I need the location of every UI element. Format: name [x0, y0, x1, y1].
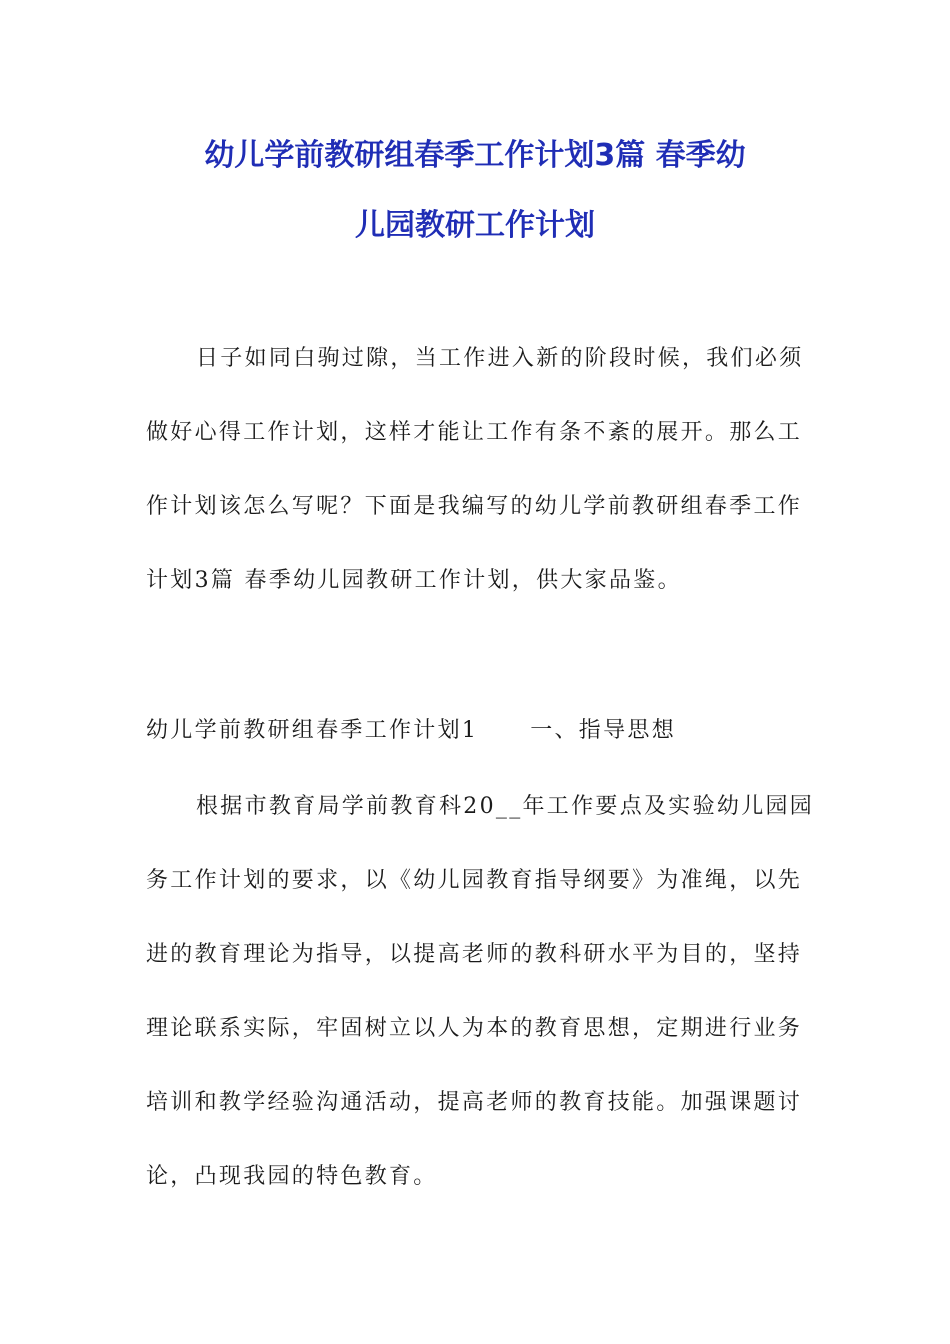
body-line-5: 培训和教学经验沟通活动，提高老师的教育技能。加强课题讨: [146, 1090, 803, 1115]
subheading-guiding-ideology: 一、指导思想: [530, 718, 677, 743]
intro-line-1: 日子如同白驹过隙，当工作进入新的阶段时候，我们必须: [196, 346, 804, 371]
body-line-4: 理论联系实际，牢固树立以人为本的教育思想，定期进行业务: [146, 1016, 803, 1041]
body-line-1: 根据市教育局学前教育科20__年工作要点及实验幼儿园园: [196, 794, 815, 819]
intro-line-2: 做好心得工作计划，这样才能让工作有条不紊的展开。那么工: [146, 420, 803, 445]
body-line-6: 论，凸现我园的特色教育。: [146, 1164, 438, 1189]
section-heading: [146, 716, 806, 746]
document-title-line-1: 幼儿学前教研组春季工作计划3篇 春季幼: [204, 138, 746, 173]
intro-line-4: 计划3篇 春季幼儿园教研工作计划，供大家品鉴。: [146, 568, 682, 593]
document-title-line-2: 儿园教研工作计划: [355, 208, 595, 243]
intro-line-3: 作计划该怎么写呢？下面是我编写的幼儿学前教研组春季工作: [146, 494, 803, 519]
body-line-2: 务工作计划的要求，以《幼儿园教育指导纲要》为准绳，以先: [146, 868, 803, 893]
body-line-3: 进的教育理论为指导，以提高老师的教科研水平为目的，坚持: [146, 942, 803, 967]
plan-title: 幼儿学前教研组春季工作计划1: [146, 718, 479, 743]
